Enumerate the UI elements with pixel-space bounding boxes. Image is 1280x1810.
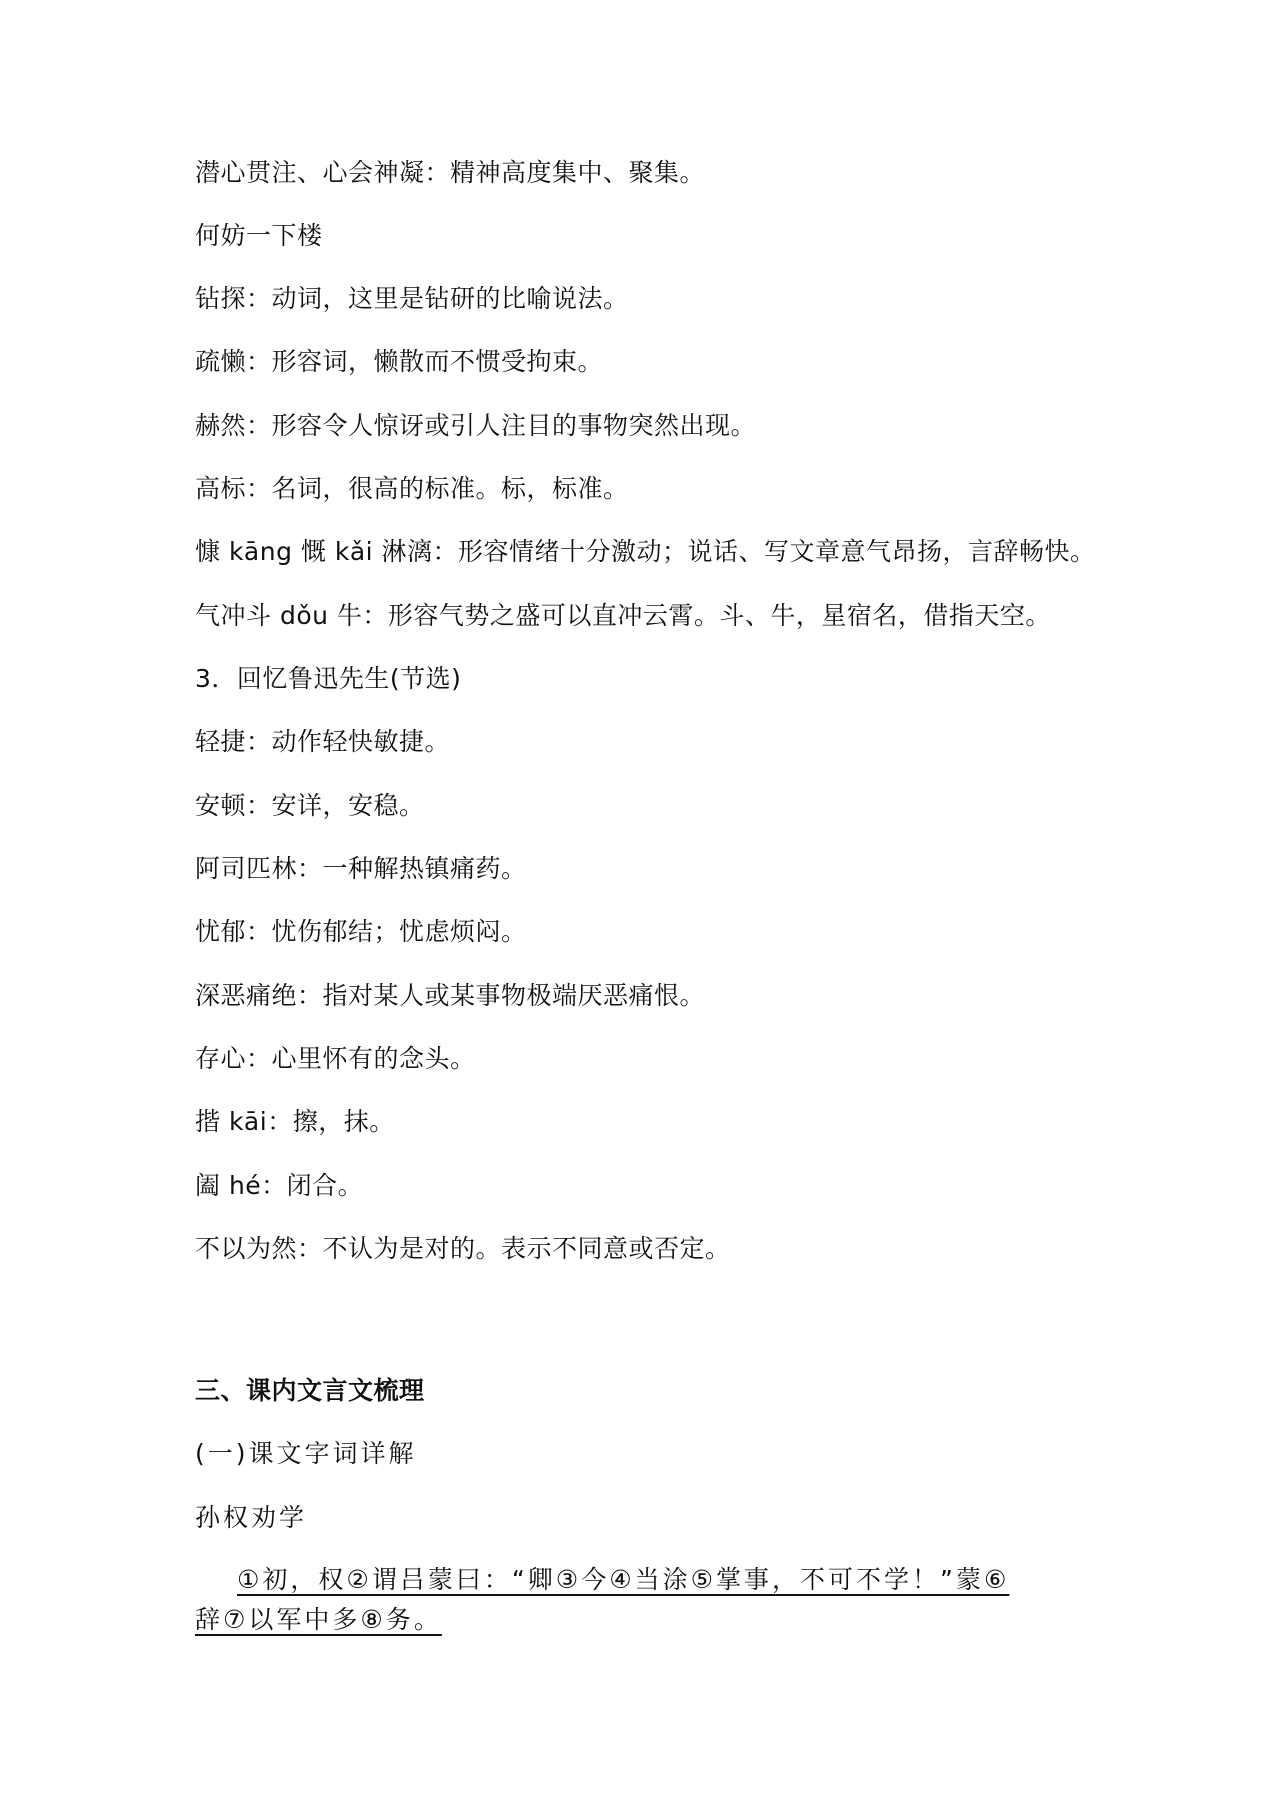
vocab-line: 不以为然：不认为是对的。表示不同意或否定。 xyxy=(195,1234,731,1263)
vocab-line: 忧郁：忧伤郁结；忧虑烦闷。 xyxy=(195,917,527,946)
vocab-line: 阖 hé：闭合。 xyxy=(195,1171,364,1200)
vocab-line: 深恶痛绝：指对某人或某事物极端厌恶痛恨。 xyxy=(195,981,706,1010)
section-heading: 三、课内文言文梳理 xyxy=(195,1376,425,1405)
vocab-line: 赫然：形容令人惊讶或引人注目的事物突然出现。 xyxy=(195,411,757,440)
vocab-line: 存心：心里怀有的念头。 xyxy=(195,1044,476,1073)
vocab-line: 安顿：安详，安稳。 xyxy=(195,791,425,820)
passage-line: ①初，权②谓吕蒙曰：“卿③今④当涂⑤掌事，不可不学！”蒙⑥ xyxy=(237,1565,1010,1594)
vocab-line: 轻捷：动作轻快敏捷。 xyxy=(195,727,451,756)
lesson-title-line: 何妨一下楼 xyxy=(195,221,323,250)
classical-passage xyxy=(195,1560,1095,1640)
vocab-line: 高标：名词，很高的标准。标，标准。 xyxy=(195,474,629,503)
section-subheading: (一)课文字词详解 xyxy=(195,1439,417,1468)
passage-line: 辞⑦以军中多⑧务。 xyxy=(195,1605,442,1634)
vocab-line: 阿司匹林：一种解热镇痛药。 xyxy=(195,854,527,883)
lesson-title-line: 3．回忆鲁迅先生(节选) xyxy=(195,664,462,693)
vocab-line: 气冲斗 dǒu 牛：形容气势之盛可以直冲云霄。斗、牛，星宿名，借指天空。 xyxy=(195,601,1051,630)
vocab-line: 疏懒：形容词，懒散而不惯受拘束。 xyxy=(195,347,604,376)
vocab-line: 揩 kāi：擦，抹。 xyxy=(195,1107,395,1136)
lesson-title: 孙权劝学 xyxy=(195,1503,308,1532)
vocab-line: 慷 kāng 慨 kǎi 淋漓：形容情绪十分激动；说话、写文章意气昂扬，言辞畅快。 xyxy=(195,537,1096,566)
vocab-line: 潜心贯注、心会神凝：精神高度集中、聚集。 xyxy=(195,158,706,187)
vocab-line: 钻探：动词，这里是钻研的比喻说法。 xyxy=(195,284,629,313)
